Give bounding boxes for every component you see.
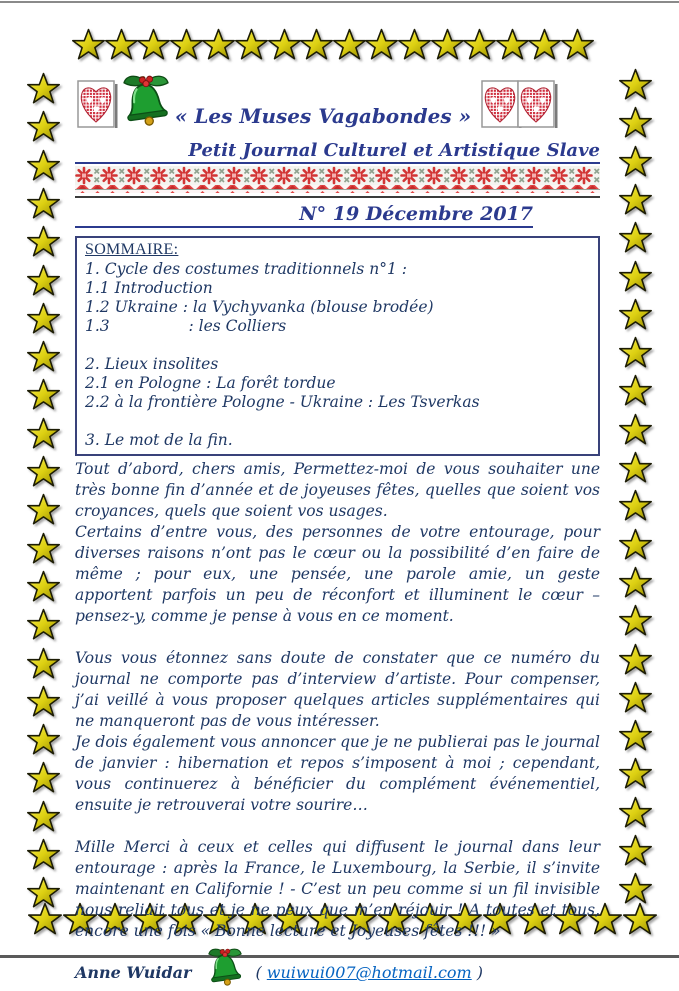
gold-star-icon [105,28,138,65]
toc-item: 2.2 à la frontière Pologne - Ukraine : Les Tsverkas [85,393,480,411]
gold-star-icon [619,604,652,641]
toc-item: 1.1 Introduction [85,279,213,297]
gold-star-icon [619,719,652,756]
gold-star-icon [619,872,652,909]
toc-list [85,260,590,450]
header [75,78,600,140]
page-title: « Les Muses Vagabondes » [174,104,472,128]
email-close-paren: ) [471,963,484,982]
page-top-edge [0,1,679,3]
table-of-contents-box [75,236,600,456]
toc-item: 3. Le mot de la fin. [85,431,233,449]
gold-star-icon [431,28,464,65]
gold-star-icon [619,528,652,565]
page-subtitle: Petit Journal Culturel et Artistique Slave [75,140,600,164]
gold-star-icon [619,796,652,833]
gold-star-icon [619,566,652,603]
gold-star-icon [619,221,652,258]
gold-star-icon [398,28,431,65]
cross-stitch-heart-icon [517,80,558,134]
email-open-paren: ( [255,963,267,982]
body-paragraph: Mille Merci à ceux et celles qui diffusent le journal dans leur entourage : après la France, le Luxembourg, la Serbie, il s’invite maintenant en Californie ! - C’est un peu comme si un fil invisible nous reliait tous et je ne peux que m’en réjouir ! A toutes et tous, encore une fois « Bonne lecture et Joyeuses fêtes !!! » [75,838,600,940]
gold-star-icon [333,28,366,65]
gold-star-icon [619,834,652,871]
gold-star-icon [619,374,652,411]
gold-star-icon [619,681,652,718]
gold-star-icon [619,489,652,526]
toc-item: 1.3 : les Colliers [85,317,287,335]
body-paragraph: Je dois également vous annoncer que je ne publierai pas le journal de janvier : hibernation et repos s’imposent à moi ; cependant, vous continuerez à bénéficier du complément événementiel, ensuite je retrouverai votre sourire… [75,733,600,814]
gold-star-icon [300,28,333,65]
gold-star-icon [27,493,60,530]
toc-spacer [85,336,590,355]
christmas-bell-icon [119,72,173,137]
cross-stitch-heart-icon [481,80,522,134]
gold-star-icon [27,378,60,415]
toc-item: 1.2 Ukraine : la Vychyvanka (blouse brodée) [85,298,434,316]
gold-star-icon [365,28,398,65]
gold-star-icon [619,106,652,143]
gold-star-icon [27,225,60,262]
body-text [75,459,600,942]
gold-star-icon [528,28,561,65]
gold-star-icon [27,149,60,186]
toc-item: 1. Cycle des costumes traditionnels n°1 : [85,260,407,278]
gold-star-icon [27,761,60,798]
gold-star-icon [619,451,652,488]
gold-star-icon [27,72,60,109]
gold-star-icon [137,28,170,65]
gold-star-icon [27,302,60,339]
gold-star-icon [27,532,60,569]
horizontal-rule [75,196,600,198]
toc-item: 2. Lieux insolites [85,355,219,373]
gold-star-icon [268,28,301,65]
gold-star-icon [202,28,235,65]
gold-star-icon [619,183,652,220]
christmas-bell-icon [205,946,245,991]
gold-star-icon [27,417,60,454]
gold-star-icon [619,336,652,373]
gold-star-icon [619,68,652,105]
toc-spacer [85,412,590,431]
gold-star-icon [27,685,60,722]
gold-star-icon [27,800,60,837]
gold-star-icon [170,28,203,65]
gold-star-icon [27,876,60,913]
gold-star-icon [27,608,60,645]
gold-star-icon [27,455,60,492]
toc-heading: SOMMAIRE: [85,241,179,258]
gold-star-icon [619,757,652,794]
gold-star-icon [561,28,594,65]
gold-star-icon [72,28,105,65]
email-link[interactable]: wuiwui007@hotmail.com [266,963,472,982]
gold-star-icon [27,570,60,607]
gold-star-icon [496,28,529,65]
author-name: Anne Wuidar [75,963,192,982]
gold-star-icon [27,647,60,684]
signature [75,960,600,985]
gold-star-icon [619,643,652,680]
body-paragraph: Certains d’entre vous, des personnes de votre entourage, pour diverses raisons n’ont pas le cœur ou la possibilité d’en faire de même ; pour eux, une pensée, une parole amie, un geste apportent parfois un peu de réconfort et illuminent le cœur – pensez-y, comme je pense à vous en ce moment. [75,523,600,625]
gold-star-icon [619,260,652,297]
gold-star-icon [27,264,60,301]
body-paragraph: Tout d’abord, chers amis, Permettez-moi de vous souhaiter une très bonne fin d’année et de joyeuses fêtes, quelles que soient vos croyances, quels que soient vos usages. [75,460,600,520]
body-paragraph: Vous vous étonnez sans doute de constater que ce numéro du journal ne comporte pas d’interview d’artiste. Pour compenser, j’ai veillé à vous proposer quelques articles supplémentaires qui ne manqueront pas de vous intéresser. [75,649,600,730]
issue-number: N° 19 Décembre 2017 [75,203,533,228]
embroidery-band [75,166,600,193]
cross-stitch-heart-icon [77,80,118,134]
gold-star-icon [619,145,652,182]
gold-star-icon [27,110,60,147]
gold-star-icon [27,187,60,224]
gold-star-icon [463,28,496,65]
gold-star-icon [27,723,60,760]
toc-item: 2.1 en Pologne : La forêt tordue [85,374,336,392]
gold-star-icon [619,298,652,335]
gold-star-icon [27,340,60,377]
gold-star-icon [619,413,652,450]
gold-star-icon [27,838,60,875]
gold-star-icon [235,28,268,65]
page-content [75,78,600,985]
